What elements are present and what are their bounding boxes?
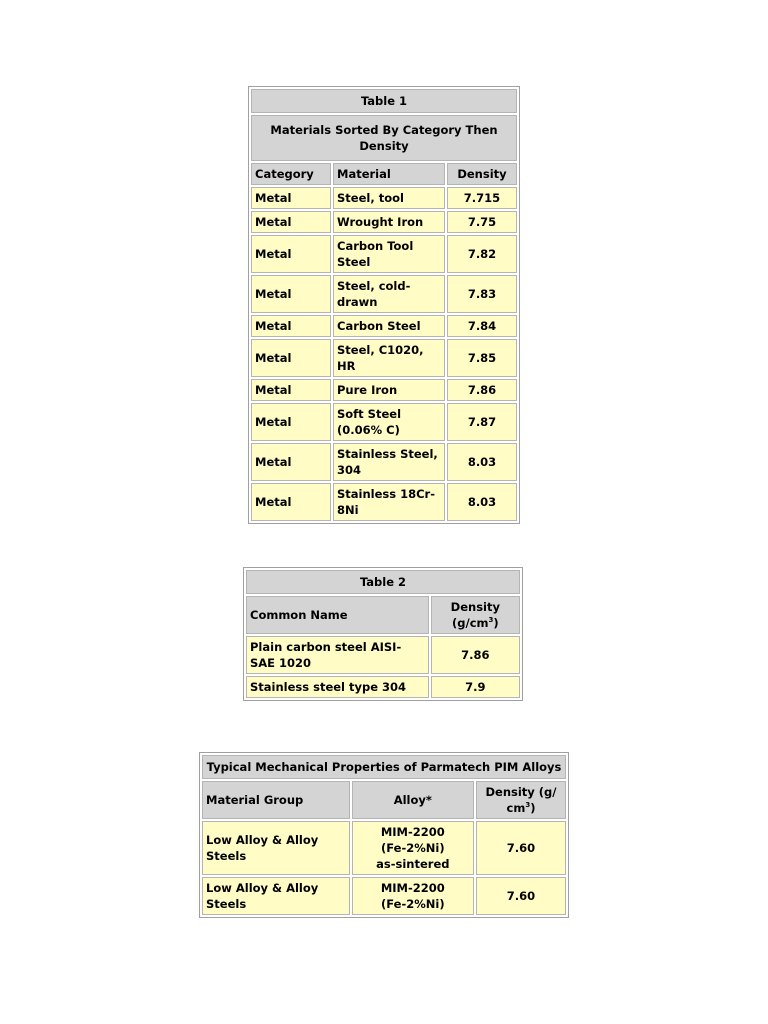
cell-category: Metal xyxy=(251,339,331,377)
cell-alloy: MIM-2200 (Fe-2%Ni) as-sintered xyxy=(352,821,474,875)
density-unit-close: ) xyxy=(530,801,536,815)
table-row xyxy=(251,443,517,481)
cell-category: Metal xyxy=(251,379,331,401)
cell-material: Steel, cold-drawn xyxy=(333,275,445,313)
table-1 xyxy=(248,86,520,524)
cell-material: Steel, tool xyxy=(333,187,445,209)
cell-category: Metal xyxy=(251,187,331,209)
table-3-caption: Typical Mechanical Properties of Parmatech PIM Alloys xyxy=(202,755,566,779)
table-3 xyxy=(199,752,569,918)
table-row xyxy=(251,403,517,441)
cell-category: Metal xyxy=(251,483,331,521)
table-1-caption: Table 1 xyxy=(251,89,517,113)
cell-category: Metal xyxy=(251,443,331,481)
cell-density: 7.75 xyxy=(447,211,517,233)
cell-material: Pure Iron xyxy=(333,379,445,401)
cell-material-group: Low Alloy & Alloy Steels xyxy=(202,821,350,875)
table-row xyxy=(251,275,517,313)
table-row xyxy=(251,235,517,273)
cell-material-group: Low Alloy & Alloy Steels xyxy=(202,877,350,915)
cell-material: Soft Steel (0.06% C) xyxy=(333,403,445,441)
table-1-subtitle: Materials Sorted By Category Then Density xyxy=(251,115,517,161)
column-header-density xyxy=(476,781,566,819)
table-1-header-row xyxy=(251,163,517,185)
column-header-common-name: Common Name xyxy=(246,596,429,634)
table-2 xyxy=(243,567,523,701)
cell-material: Stainless 18Cr-8Ni xyxy=(333,483,445,521)
cell-common-name: Stainless steel type 304 xyxy=(246,676,429,698)
cell-density: 7.715 xyxy=(447,187,517,209)
table-row xyxy=(251,379,517,401)
table-3-header-row xyxy=(202,781,566,819)
table-row xyxy=(251,315,517,337)
column-header-category: Category xyxy=(251,163,331,185)
cell-category: Metal xyxy=(251,315,331,337)
cell-density: 7.85 xyxy=(447,339,517,377)
table-row xyxy=(202,877,566,915)
column-header-density: Density xyxy=(447,163,517,185)
cell-category: Metal xyxy=(251,211,331,233)
table-2-caption: Table 2 xyxy=(246,570,520,594)
table-2-header-row xyxy=(246,596,520,634)
table-row xyxy=(202,821,566,875)
density-unit-superscript: 3 xyxy=(525,801,531,809)
cell-alloy: MIM-2200 (Fe-2%Ni) xyxy=(352,877,474,915)
density-unit-label: Density (g/cm xyxy=(450,600,500,630)
density-unit-label: Density (g/ cm xyxy=(485,785,557,815)
table-3-caption-row xyxy=(202,755,566,779)
table-row xyxy=(251,187,517,209)
table-1-subtitle-row xyxy=(251,115,517,161)
column-header-alloy: Alloy* xyxy=(352,781,474,819)
density-unit-superscript: 3 xyxy=(488,616,494,624)
cell-category: Metal xyxy=(251,275,331,313)
cell-density: 7.82 xyxy=(447,235,517,273)
cell-common-name: Plain carbon steel AISI-SAE 1020 xyxy=(246,636,429,674)
column-header-material-group: Material Group xyxy=(202,781,350,819)
cell-density: 7.60 xyxy=(476,877,566,915)
cell-density: 7.9 xyxy=(431,676,520,698)
cell-density: 7.84 xyxy=(447,315,517,337)
cell-density: 7.83 xyxy=(447,275,517,313)
column-header-density xyxy=(431,596,520,634)
cell-density: 7.87 xyxy=(447,403,517,441)
cell-material: Wrought Iron xyxy=(333,211,445,233)
table-row xyxy=(251,483,517,521)
cell-material: Stainless Steel, 304 xyxy=(333,443,445,481)
cell-material: Carbon Steel xyxy=(333,315,445,337)
column-header-material: Material xyxy=(333,163,445,185)
cell-category: Metal xyxy=(251,235,331,273)
table-row xyxy=(251,211,517,233)
table-row xyxy=(246,676,520,698)
table-row xyxy=(251,339,517,377)
table-1-caption-row xyxy=(251,89,517,113)
table-row xyxy=(246,636,520,674)
cell-density: 7.60 xyxy=(476,821,566,875)
table-2-caption-row xyxy=(246,570,520,594)
cell-density: 8.03 xyxy=(447,483,517,521)
cell-density: 7.86 xyxy=(431,636,520,674)
cell-density: 7.86 xyxy=(447,379,517,401)
cell-material: Carbon Tool Steel xyxy=(333,235,445,273)
cell-material: Steel, C1020, HR xyxy=(333,339,445,377)
density-unit-close: ) xyxy=(493,616,499,630)
cell-category: Metal xyxy=(251,403,331,441)
cell-density: 8.03 xyxy=(447,443,517,481)
